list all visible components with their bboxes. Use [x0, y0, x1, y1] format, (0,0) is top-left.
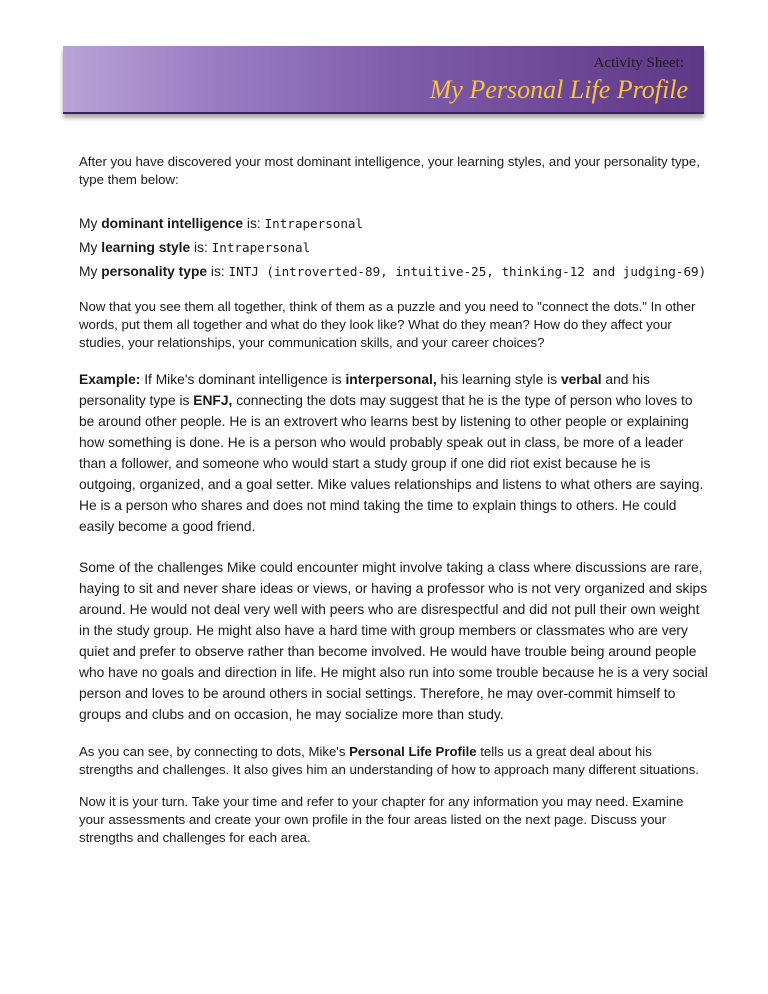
challenges-paragraph: Some of the challenges Mike could encounter might involve taking a class where discussions are rare, haying to sit and never share ideas or views, or having a professor who is not very organized and skips around. He would not deal very well with peers who are disrespectful and did not pull their own weight in the study group. He might also have a hard time with group members or classmates who are very quiet and prefer to observe rather than become involved. He would have trouble being around people who have no goals and direction in life. He might also run into some trouble because he is a very social person and loves to be around others in social settings. Therefore, he may over-commit himself to groups and clubs and on occasion, he may socialize more than study.: [79, 560, 708, 722]
example-learning-style: verbal: [560, 372, 602, 387]
example-text: If Mike's dominant intelligence is: [140, 372, 346, 387]
example-text: and his personality type is: [79, 372, 650, 408]
example-personality: ENFJ,: [193, 393, 233, 408]
learning-style-value: Intrapersonal: [211, 240, 311, 255]
personality-type-value: INTJ (introverted-89, intuitive-25, thinking-12 and judging-69): [228, 264, 707, 279]
document-body: [79, 153, 709, 847]
banner-kicker: Activity Sheet:: [593, 55, 684, 71]
line-is: is:: [190, 240, 212, 255]
line-is: is:: [243, 216, 265, 231]
example-label: Example:: [79, 372, 141, 387]
page-title: My Personal Life Profile: [429, 75, 688, 104]
personality-type-line: [79, 261, 709, 282]
example-text: his learning style is: [436, 372, 561, 387]
line-prefix: My: [79, 264, 102, 279]
personality-type-label: personality type: [101, 264, 208, 279]
puzzle-paragraph: Now that you see them all together, think of them as a puzzle and you need to "connect the dots." In other words, put them all together and what do they look like? What do they mean? How do they affect your studies, your relationships, your communication skills, and your career choices?: [79, 299, 696, 350]
personal-life-profile-term: Personal Life Profile: [349, 744, 477, 759]
dominant-intelligence-value: Intrapersonal: [264, 216, 364, 231]
your-turn-paragraph: Now it is your turn. Take your time and refer to your chapter for any information you may need. Examine your assessments and create your own profile in the four areas listed on the next page. Discuss your strengths and challenges for each area.: [79, 794, 684, 845]
example-paragraph: [79, 369, 709, 537]
example-text: connecting the dots may suggest that he is the type of person who loves to be around other people. He is an extrovert who learns best by listening to other people or explaining how something is done. He is a person who would probably speak out in class, be more of a leader than a follower, and someone who would start a study group if one did riot exist because he is outgoing, organized, and a goal setter. Mike values relationships and listens to what others are saying. He is a person who shares and does not mind taking the time to explain things to others. He could easily become a good friend.: [79, 393, 704, 534]
connect-text: As you can see, by connecting to dots, Mike's: [79, 744, 350, 759]
dominant-intelligence-line: [79, 213, 709, 234]
intro-paragraph: After you have discovered your most dominant intelligence, your learning styles, and your personality type, type them below:: [79, 154, 700, 187]
example-intelligence: interpersonal,: [345, 372, 437, 387]
activity-banner: [63, 46, 704, 114]
line-prefix: My: [79, 216, 102, 231]
learning-style-line: [79, 237, 709, 258]
dominant-intelligence-label: dominant intelligence: [101, 216, 244, 231]
connect-paragraph: [79, 743, 709, 779]
line-is: is:: [207, 264, 229, 279]
learning-style-label: learning style: [101, 240, 191, 255]
line-prefix: My: [79, 240, 102, 255]
connect-text: tells us a great deal about his strengths and challenges. It also gives him an understanding of how to approach many different situations.: [79, 744, 699, 777]
